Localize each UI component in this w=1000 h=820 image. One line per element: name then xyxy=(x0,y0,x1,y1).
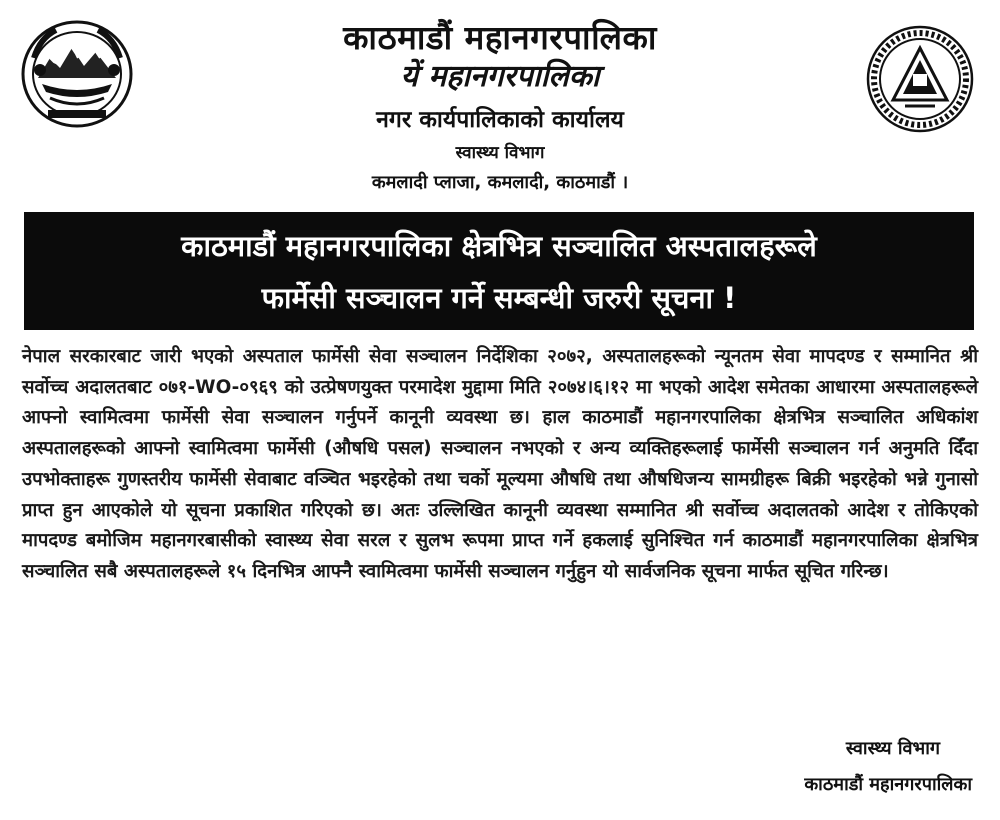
municipality-seal-icon xyxy=(865,24,975,134)
header-title-line1: काठमाडौं महानगरपालिका xyxy=(343,18,657,57)
notice-body: नेपाल सरकारबाट जारी भएको अस्पताल फार्मेसी सेवा सञ्चालन निर्देशिका २०७२, अस्पतालहरूको न्यूनतम सेवा मापदण्ड र सम्मानित श्री सर्वोच्च अदालतबाट ०७१-WO-०९६९ को उत्प्रेषणयुक्त परमादेश मुद्दामा मिति २०७४।६।१२ मा भएको आदेश समेतका आधारमा अस्पतालहरूले आफ्नो स्वामित्वमा फार्मेसी सेवा सञ्चालन गर्नुपर्ने कानूनी व्यवस्था छ। हाल काठमाडौं महानगरपालिका क्षेत्रभित्र सञ्चालित अधिकांश अस्पतालहरूको आफ्नो स्वामित्वमा फार्मेसी (औषधि पसल) सञ्चालन नभएको र अन्य व्यक्तिहरूलाई फार्मेसी सञ्चालन गर्न अनुमति दिँदा उपभोक्ताहरू गुणस्तरीय फार्मेसी सेवाबाट वञ्चित भइरहेको तथा चर्को मूल्यमा औषधि तथा औषधिजन्य सामग्रीहरू बिक्री भइरहेको भन्ने गुनासो प्राप्त हुन आएकोले यो सूचना प्रकाशित गरिएको छ। अतः उल्लिखित कानूनी व्यवस्था सम्मानित श्री सर्वोच्च अदालतको आदेश र तोकिएको मापदण्ड बमोजिम महानगरबासीको स्वास्थ्य सेवा सरल र सुलभ रूपमा प्राप्त गर्ने हकलाई सुनिश्चित गर्न काठमाडौं महानगरपालिका क्षेत्रभित्र सञ्चालित सबै अस्पतालहरूले १५ दिनभित्र आफ्नै स्वामित्वमा फार्मेसी सञ्चालन गर्नुहुन यो सार्वजनिक सूचना मार्फत सूचित गरिन्छ। xyxy=(22,346,978,582)
headline-line1: काठमाडौं महानगरपालिका क्षेत्रभित्र सञ्चालित अस्पतालहरूले xyxy=(181,229,817,263)
signature-organization: काठमाडौं महानगरपालिका xyxy=(804,774,972,795)
headline-line2: फार्मेसी सञ्चालन गर्ने सम्बन्धी जरुरी सूचना ! xyxy=(261,281,737,315)
emblem-icon xyxy=(20,18,135,128)
letterhead xyxy=(0,0,1000,205)
signature-department: स्वास्थ्य विभाग xyxy=(845,738,940,759)
header-office: नगर कार्यपालिकाको कार्यालय xyxy=(376,107,624,133)
notice-headline-banner xyxy=(24,212,974,330)
header-department: स्वास्थ्य विभाग xyxy=(455,143,545,163)
header-title-line2: यें महानगरपालिका xyxy=(400,59,600,94)
header-address: कमलादी प्लाजा, कमलादी, काठमाडौं । xyxy=(371,172,629,193)
